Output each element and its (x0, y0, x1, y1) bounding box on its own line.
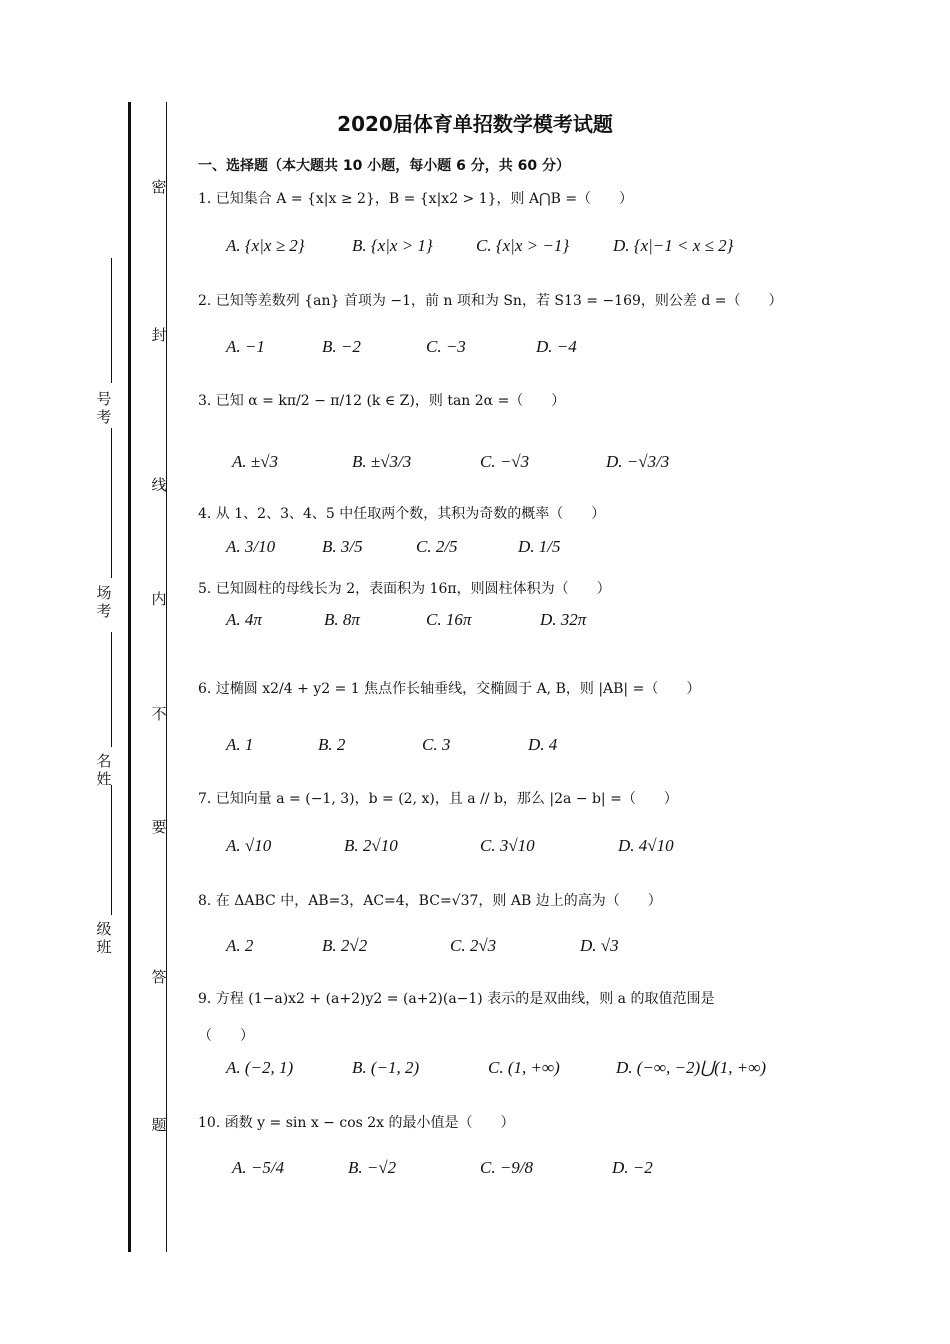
seal-char: 不 (151, 705, 167, 723)
option-b: B. (−1, 2) (352, 1058, 420, 1077)
option-a: A. −1 (226, 337, 265, 356)
option-c: C. 3 (422, 735, 451, 754)
option-a: A. √10 (226, 836, 272, 855)
label-class: 级班 (96, 920, 112, 956)
label-line-3 (111, 632, 112, 747)
option-b: B. 8π (324, 610, 360, 629)
seal-char: 密 (151, 178, 167, 196)
section-heading: 一、选择题（本大题共 10 小题，每小题 6 分，共 60 分） (198, 158, 570, 174)
label-exam-room: 场考 (96, 584, 112, 620)
question-stem: 4. 从 1、2、3、4、5 中任取两个数，其积为奇数的概率（ ） (198, 506, 606, 522)
option-c: C. 2/5 (416, 537, 458, 556)
option-c: C. 16π (426, 610, 472, 629)
seal-char: 题 (151, 1116, 167, 1134)
option-b: B. {x|x > 1} (352, 236, 433, 255)
exam-title: 2020届体育单招数学模考试题 (337, 112, 613, 136)
option-b: B. 2√10 (344, 836, 398, 855)
question-stem: 3. 已知 α = kπ/2 − π/12 (k ∈ Z)，则 tan 2α =（ ） (198, 393, 566, 409)
question-stem: 5. 已知圆柱的母线长为 2，表面积为 16π，则圆柱体积为（ ） (198, 581, 611, 597)
option-b: B. 2 (318, 735, 346, 754)
binding-thin-line (166, 102, 167, 1252)
option-d: D. 4 (528, 735, 558, 754)
label-line-4 (111, 785, 112, 915)
option-b: B. −√2 (348, 1158, 397, 1177)
option-a: A. −5/4 (232, 1158, 285, 1177)
question-stem: 9. 方程 (1−a)x2 + (a+2)y2 = (a+2)(a−1) 表示的是双曲线，则 a 的取值范围是 (198, 991, 715, 1007)
seal-char: 线 (151, 476, 167, 494)
option-a: A. 2 (226, 936, 254, 955)
option-b: B. 2√2 (322, 936, 368, 955)
question-stem: 1. 已知集合 A = {x|x ≥ 2}，B = {x|x2 > 1}，则 A⋂B =（ ） (198, 191, 634, 207)
label-exam-number: 号考 (96, 390, 112, 426)
option-d: D. −√3/3 (606, 452, 670, 471)
option-b: B. −2 (322, 337, 361, 356)
label-name: 名姓 (96, 752, 112, 788)
question-stem: 10. 函数 y = sin x − cos 2x 的最小值是（ ） (198, 1115, 515, 1131)
seal-char: 内 (151, 590, 167, 608)
question-stem: 8. 在 ΔABC 中，AB=3，AC=4，BC=√37，则 AB 边上的高为（ ） (198, 893, 662, 909)
option-a: A. ±√3 (232, 452, 279, 471)
question-stem-continuation: （ ） (198, 1028, 254, 1044)
question-stem: 2. 已知等差数列 {an} 首项为 −1，前 n 项和为 Sn，若 S13 = −169，则公差 d =（ ） (198, 293, 783, 309)
question-stem: 7. 已知向量 a = (−1, 3)，b = (2, x)，且 a // b，那么 |2a − b| =（ ） (198, 791, 678, 807)
option-c: C. −√3 (480, 452, 530, 471)
option-d: D. {x|−1 < x ≤ 2} (613, 236, 734, 255)
option-a: A. 3/10 (226, 537, 276, 556)
option-a: A. 1 (226, 735, 254, 754)
option-b: B. 3/5 (322, 537, 363, 556)
question-stem: 6. 过椭圆 x2/4 + y2 = 1 焦点作长轴垂线，交椭圆于 A, B，则 |AB| =（ ） (198, 681, 701, 697)
seal-char: 封 (151, 326, 167, 344)
option-d: D. (−∞, −2)⋃(1, +∞) (616, 1058, 767, 1077)
option-c: C. −9/8 (480, 1158, 534, 1177)
option-d: D. −4 (536, 337, 577, 356)
option-d: D. √3 (580, 936, 619, 955)
binding-thick-line (128, 102, 131, 1252)
option-c: C. {x|x > −1} (476, 236, 570, 255)
label-line-1 (111, 258, 112, 383)
option-a: A. (−2, 1) (226, 1058, 294, 1077)
option-a: A. {x|x ≥ 2} (226, 236, 305, 255)
option-d: D. −2 (612, 1158, 653, 1177)
option-c: C. 2√3 (450, 936, 497, 955)
option-d: D. 1/5 (518, 537, 561, 556)
seal-char: 答 (151, 968, 167, 986)
option-c: C. −3 (426, 337, 466, 356)
option-d: D. 4√10 (618, 836, 674, 855)
seal-char: 要 (151, 818, 167, 836)
option-c: C. (1, +∞) (488, 1058, 560, 1077)
label-line-2 (111, 428, 112, 578)
option-c: C. 3√10 (480, 836, 535, 855)
option-b: B. ±√3/3 (352, 452, 412, 471)
option-a: A. 4π (226, 610, 262, 629)
option-d: D. 32π (540, 610, 587, 629)
